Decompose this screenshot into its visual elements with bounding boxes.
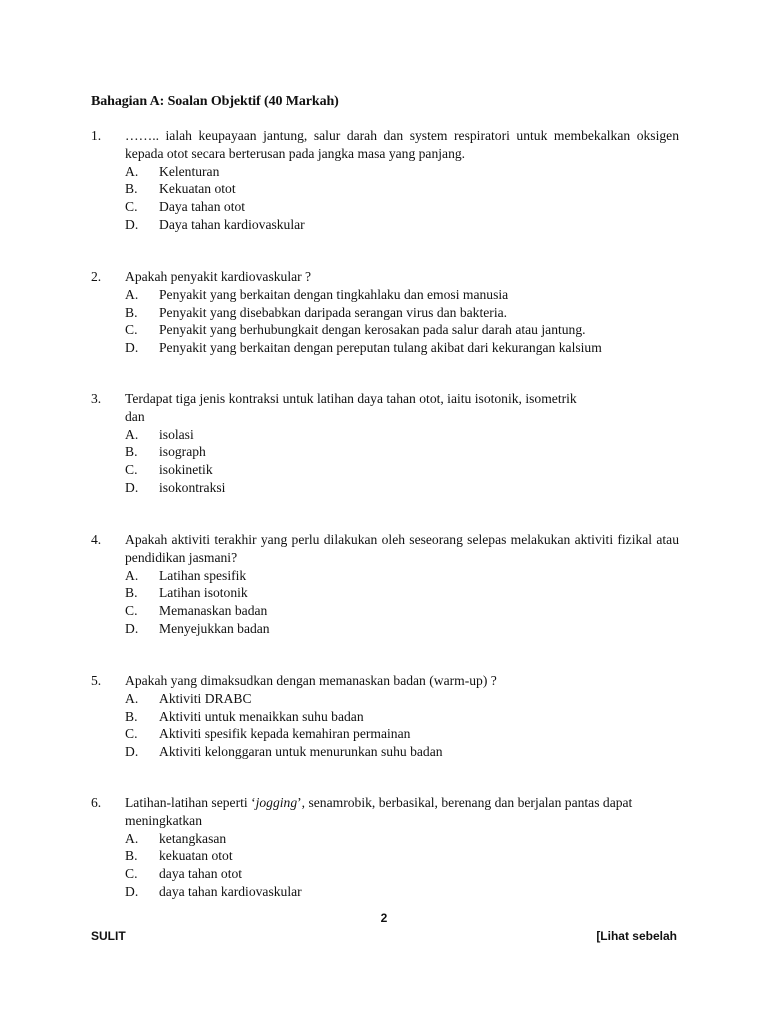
option-text: Memanaskan badan (159, 603, 268, 619)
option-letter: C. (125, 726, 138, 742)
option-letter: B. (125, 585, 138, 601)
option-c (91, 865, 679, 883)
question-4 (91, 531, 679, 638)
option-a (91, 690, 679, 708)
option-text: Latihan isotonik (159, 585, 248, 601)
option-d (91, 620, 679, 638)
option-c (91, 602, 679, 620)
question-1 (91, 127, 679, 234)
option-list (91, 426, 679, 497)
option-list (91, 690, 679, 761)
option-text: Penyakit yang berkaitan dengan tingkahlaku dan emosi manusia (159, 286, 509, 302)
option-letter: D. (125, 620, 139, 636)
option-text: Penyakit yang berkaitan dengan pereputan tulang akibat dari kekurangan kalsium (159, 340, 602, 356)
option-list (91, 830, 679, 901)
question-number: 6. (91, 795, 102, 810)
option-a (91, 286, 679, 304)
question-number: 5. (91, 673, 102, 688)
option-text: Aktiviti spesifik kepada kemahiran permainan (159, 726, 411, 742)
option-text: Aktiviti untuk menaikkan suhu badan (159, 708, 364, 724)
page-number: 2 (380, 911, 388, 925)
option-letter: B. (125, 444, 138, 460)
question-number: 3. (91, 391, 102, 406)
question-6 (91, 794, 679, 901)
option-b (91, 443, 679, 461)
option-b (91, 847, 679, 865)
option-letter: D. (125, 744, 139, 760)
question-number: 1. (91, 128, 102, 143)
option-letter: B. (125, 708, 138, 724)
option-b (91, 584, 679, 602)
option-letter: D. (125, 216, 139, 232)
question-text: Apakah aktiviti terakhir yang perlu dilakukan oleh seseorang selepas melakukan aktiviti fizikal atau pendidikan jasmani? (125, 532, 679, 565)
option-text: kekuatan otot (159, 848, 233, 864)
option-letter: B. (125, 304, 138, 320)
option-letter: A. (125, 567, 139, 583)
option-text: Aktiviti DRABC (159, 690, 252, 706)
option-text: isokontraksi (159, 479, 226, 495)
question-3 (91, 390, 679, 497)
question-text: Apakah yang dimaksudkan dengan memanaskan badan (warm-up) ? (125, 673, 497, 688)
option-text: Daya tahan otot (159, 199, 246, 215)
option-list (91, 286, 679, 357)
option-list (91, 567, 679, 638)
option-letter: D. (125, 883, 139, 899)
question-number: 4. (91, 532, 102, 547)
option-text: Latihan spesifik (159, 567, 247, 583)
option-c (91, 725, 679, 743)
option-b (91, 708, 679, 726)
option-letter: A. (125, 163, 139, 179)
option-letter: A. (125, 286, 139, 302)
question-text-part: ’, senamrobik, berbasikal, berenang dan berjalan pantas dapat meningkatkan (125, 795, 633, 828)
option-a (91, 163, 679, 181)
option-letter: B. (125, 181, 138, 197)
option-letter: C. (125, 866, 138, 882)
option-letter: D. (125, 340, 139, 356)
option-a (91, 830, 679, 848)
question-text-line: Terdapat tiga jenis kontraksi untuk latihan daya tahan otot, iaitu isotonik, isometrik (125, 391, 577, 406)
option-a (91, 567, 679, 585)
option-b (91, 304, 679, 322)
option-b (91, 180, 679, 198)
option-c (91, 321, 679, 339)
question-5 (91, 672, 679, 761)
option-d (91, 743, 679, 761)
option-letter: A. (125, 690, 139, 706)
option-text: Menyejukkan badan (159, 620, 270, 636)
option-text: daya tahan otot (159, 866, 243, 882)
question-text (125, 390, 679, 426)
option-letter: C. (125, 199, 138, 215)
option-letter: C. (125, 603, 138, 619)
option-letter: D. (125, 479, 139, 495)
option-letter: C. (125, 462, 138, 478)
option-letter: B. (125, 848, 138, 864)
question-text: Apakah penyakit kardiovaskular ? (125, 269, 312, 284)
option-letter: A. (125, 830, 139, 846)
question-text-line: dan (125, 408, 145, 424)
footer-turn-over: [Lihat sebelah (596, 929, 677, 943)
option-text: Aktiviti kelonggaran untuk menurunkan suhu badan (159, 744, 443, 760)
option-list (91, 163, 679, 234)
option-text: Penyakit yang disebabkan daripada serangan virus dan bakteria. (159, 304, 508, 320)
option-c (91, 198, 679, 216)
option-text: isograph (159, 444, 206, 460)
option-text: daya tahan kardiovaskular (159, 883, 302, 899)
option-d (91, 339, 679, 357)
footer-classification: SULIT (91, 929, 126, 943)
option-text: Daya tahan kardiovaskular (159, 216, 305, 232)
option-letter: A. (125, 426, 139, 442)
option-letter: C. (125, 322, 138, 338)
question-2 (91, 268, 679, 357)
section-heading: Bahagian A: Soalan Objektif (40 Markah) (91, 94, 339, 109)
option-text: Penyakit yang berhubungkait dengan kerosakan pada salur darah atau jantung. (159, 322, 586, 338)
option-c (91, 461, 679, 479)
option-text: Kelenturan (159, 163, 220, 179)
question-text-part: Latihan-latihan seperti ‘ (125, 795, 256, 810)
question-number: 2. (91, 269, 102, 284)
option-text: Kekuatan otot (159, 181, 236, 197)
question-text-italic: jogging (255, 795, 298, 810)
option-text: isolasi (159, 426, 194, 442)
option-d (91, 883, 679, 901)
option-d (91, 479, 679, 497)
option-a (91, 426, 679, 444)
option-text: isokinetik (159, 462, 213, 478)
question-text (125, 794, 679, 830)
option-text: ketangkasan (159, 830, 227, 846)
option-d (91, 216, 679, 234)
question-text: …….. ialah keupayaan jantung, salur darah dan system respiratori untuk membekalkan oksigen kepada otot secara berterusan pada jangka masa yang panjang. (125, 128, 679, 161)
